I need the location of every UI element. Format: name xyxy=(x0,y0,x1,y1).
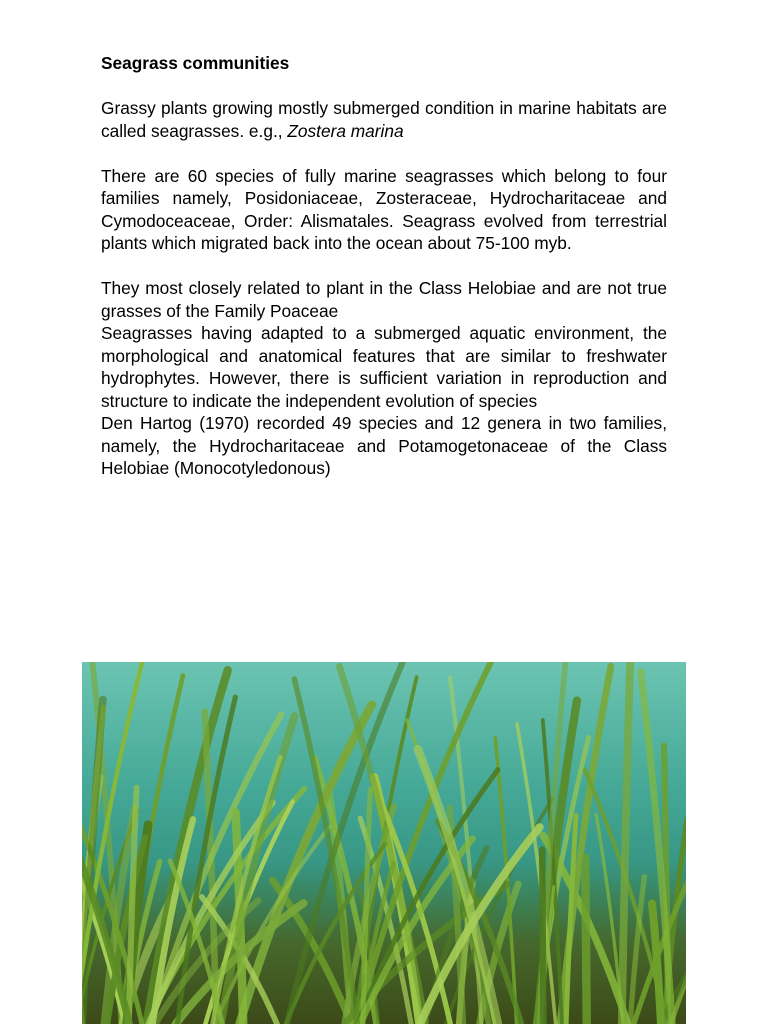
paragraph-den-hartog: Den Hartog (1970) recorded 49 species and 12 genera in two families, namely, the Hydrocharitaceae and Potamogetonaceae of the Class Helobiae (Monocotyledonous) xyxy=(101,413,667,478)
paragraph-definition xyxy=(101,97,667,142)
text-content xyxy=(101,52,667,480)
seagrass-photo xyxy=(82,662,686,1024)
seagrass-blade xyxy=(542,850,543,1024)
seagrass-illustration xyxy=(82,662,686,1024)
paragraph-relation: They most closely related to plant in the Class Helobiae and are not true grasses of the Family Poaceae xyxy=(101,278,667,321)
section-heading: Seagrass communities xyxy=(101,53,290,73)
species-example: Zostera marina xyxy=(287,120,404,141)
paragraph-adaptation: Seagrasses having adapted to a submerged aquatic environment, the morphological and anatomical features that are similar to freshwater hydrophytes. However, there is sufficient variation in reproduction and structure to indicate the independent evolution of species xyxy=(101,323,667,411)
seagrass-blade xyxy=(585,858,587,1024)
definition-text: Grassy plants growing mostly submerged condition in marine habitats are called seagrasses. e.g., xyxy=(101,98,667,141)
paragraph-families: There are 60 species of fully marine seagrasses which belong to four families namely, Posidoniaceae, Zosteraceae, Hydrocharitaceae and Cymodoceaceae, Order: Alismatales. Seagrass evolved from terrestrial plants which migrated back into the ocean about 75-100 myb. xyxy=(101,165,667,253)
